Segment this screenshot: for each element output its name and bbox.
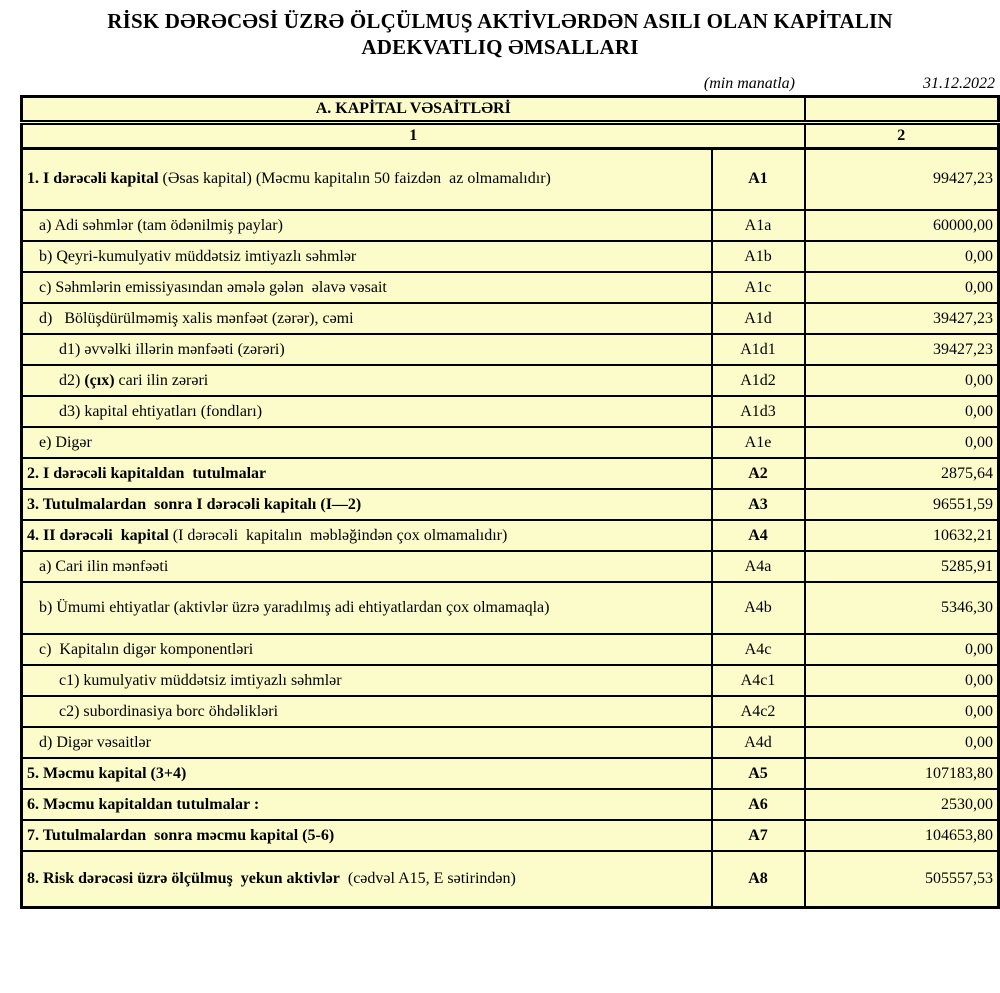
row-value: 107183,80 bbox=[805, 758, 999, 789]
row-label bbox=[22, 148, 712, 210]
row-label-rest-text: (Əsas kapital) (Məcmu kapitalın 50 faizdən az olmamalıdır) bbox=[158, 170, 551, 188]
row-code: A1d1 bbox=[712, 334, 805, 365]
table-row-A1c bbox=[22, 272, 999, 303]
table-row-A2 bbox=[22, 458, 999, 489]
row-label-bold-text: 5. Məcmu kapital (3+4) bbox=[27, 764, 187, 782]
row-value: 0,00 bbox=[805, 427, 999, 458]
section-header: A. KAPİTAL VƏSAİTLƏRİ bbox=[22, 96, 805, 122]
table-row-A4b bbox=[22, 582, 999, 634]
row-code: A3 bbox=[712, 489, 805, 520]
row-value: 0,00 bbox=[805, 365, 999, 396]
table-row-A1a bbox=[22, 210, 999, 241]
capital-table bbox=[20, 95, 1000, 909]
row-value: 96551,59 bbox=[805, 489, 999, 520]
table-row-A1b bbox=[22, 241, 999, 272]
table-row-A6 bbox=[22, 789, 999, 820]
row-value: 2530,00 bbox=[805, 789, 999, 820]
row-label-bold-text: 1. I dərəcəli kapital bbox=[27, 170, 159, 188]
row-label bbox=[22, 789, 712, 820]
row-label bbox=[22, 427, 712, 458]
meta-row bbox=[20, 75, 997, 93]
row-label-bold-text: 8. Risk dərəcəsi üzrə ölçülmuş yekun aktivlər bbox=[27, 869, 340, 887]
row-value: 60000,00 bbox=[805, 210, 999, 241]
row-label-text: d) Bölüşdürülməmiş xalis mənfəət (zərər), cəmi bbox=[39, 309, 354, 327]
table-row-A4d bbox=[22, 727, 999, 758]
row-value: 0,00 bbox=[805, 396, 999, 427]
page-title bbox=[0, 0, 1000, 61]
row-code: A1b bbox=[712, 241, 805, 272]
row-code: A4 bbox=[712, 520, 805, 551]
row-value: 39427,23 bbox=[805, 303, 999, 334]
row-value: 99427,23 bbox=[805, 148, 999, 210]
row-label-rest-text: (I dərəcəli kapitalın məbləğindən çox olmamalıdır) bbox=[168, 526, 508, 544]
column-header-1: 1 bbox=[22, 122, 805, 148]
row-label-text: a) Adi səhmlər (tam ödənilmiş paylar) bbox=[39, 216, 283, 234]
row-label bbox=[22, 241, 712, 272]
row-code: A4d bbox=[712, 727, 805, 758]
row-label-text: e) Digər bbox=[39, 433, 92, 451]
row-value: 39427,23 bbox=[805, 334, 999, 365]
row-label bbox=[22, 489, 712, 520]
report-date: 31.12.2022 bbox=[923, 74, 995, 92]
row-label-bold-text: 4. II dərəcəli kapital bbox=[27, 526, 169, 544]
table-row-A4c2 bbox=[22, 696, 999, 727]
row-label-text: c2) subordinasiya borc öhdəlikləri bbox=[59, 702, 279, 720]
row-label bbox=[22, 458, 712, 489]
row-code: A1e bbox=[712, 427, 805, 458]
row-code: A2 bbox=[712, 458, 805, 489]
row-code: A1d3 bbox=[712, 396, 805, 427]
row-code: A5 bbox=[712, 758, 805, 789]
row-code: A1 bbox=[712, 148, 805, 210]
row-label-bold-text: 7. Tutulmalardan sonra məcmu kapital (5-6) bbox=[27, 826, 335, 844]
section-header-row bbox=[22, 96, 999, 122]
row-label bbox=[22, 365, 712, 396]
row-code: A7 bbox=[712, 820, 805, 851]
row-code: A6 bbox=[712, 789, 805, 820]
row-value: 0,00 bbox=[805, 634, 999, 665]
table-row-A3 bbox=[22, 489, 999, 520]
row-label-text: d1) əvvəlki illərin mənfəəti (zərəri) bbox=[59, 340, 285, 358]
row-code: A4c bbox=[712, 634, 805, 665]
row-value: 0,00 bbox=[805, 272, 999, 303]
row-value: 0,00 bbox=[805, 665, 999, 696]
table-row-A4 bbox=[22, 520, 999, 551]
table-row-A1d2 bbox=[22, 365, 999, 396]
row-code: A4c1 bbox=[712, 665, 805, 696]
row-code: A4c2 bbox=[712, 696, 805, 727]
row-label bbox=[22, 820, 712, 851]
row-label-rest-text: cari ilin zərəri bbox=[114, 371, 209, 389]
row-label-text: c1) kumulyativ müddətsiz imtiyazlı səhmlər bbox=[59, 671, 342, 689]
row-label-bold-text: 2. I dərəcəli kapitaldan tutulmalar bbox=[27, 464, 267, 482]
row-label bbox=[22, 758, 712, 789]
row-code: A4a bbox=[712, 551, 805, 582]
row-label bbox=[22, 520, 712, 551]
row-code: A1c bbox=[712, 272, 805, 303]
unit-note: (min manatla) bbox=[703, 74, 795, 92]
table-row-A1d3 bbox=[22, 396, 999, 427]
table-row-A1d1 bbox=[22, 334, 999, 365]
page-title-line1: RİSK DƏRƏCƏSİ ÜZRƏ ÖLÇÜLMUŞ AKTİVLƏRDƏN ASILI OLAN KAPİTALIN bbox=[107, 9, 893, 33]
table-row-A4a bbox=[22, 551, 999, 582]
row-value: 5285,91 bbox=[805, 551, 999, 582]
row-code: A4b bbox=[712, 582, 805, 634]
row-label bbox=[22, 851, 712, 907]
row-label-rest-text: (cədvəl A15, E sətirindən) bbox=[339, 869, 516, 887]
row-value: 505557,53 bbox=[805, 851, 999, 907]
table-row-A4c1 bbox=[22, 665, 999, 696]
row-label bbox=[22, 582, 712, 634]
table-row-A7 bbox=[22, 820, 999, 851]
row-code: A1a bbox=[712, 210, 805, 241]
row-label-bold-text: 3. Tutulmalardan sonra I dərəcəli kapitalı (I—2) bbox=[27, 495, 362, 513]
row-value: 10632,21 bbox=[805, 520, 999, 551]
page-title-line2: ADEKVATLIQ ƏMSALLARI bbox=[361, 35, 639, 60]
section-header-empty-cell bbox=[805, 96, 999, 122]
row-label bbox=[22, 551, 712, 582]
table-row-A1e bbox=[22, 427, 999, 458]
row-label bbox=[22, 696, 712, 727]
table-row-A8 bbox=[22, 851, 999, 907]
row-label-text: d2) bbox=[59, 371, 85, 389]
row-label bbox=[22, 210, 712, 241]
row-label-text: a) Cari ilin mənfəəti bbox=[39, 557, 169, 575]
row-label-text: b) Qeyri-kumulyativ müddətsiz imtiyazlı səhmlər bbox=[39, 247, 357, 265]
row-value: 0,00 bbox=[805, 727, 999, 758]
row-label bbox=[22, 272, 712, 303]
row-label-text: c) Kapitalın digər komponentləri bbox=[39, 640, 254, 658]
row-label-bold-text: 6. Məcmu kapitaldan tutulmalar : bbox=[27, 795, 260, 813]
row-label bbox=[22, 396, 712, 427]
row-label-text: d3) kapital ehtiyatları (fondları) bbox=[59, 402, 263, 420]
row-code: A1d bbox=[712, 303, 805, 334]
row-label-bold-text: (çıx) bbox=[84, 371, 115, 389]
row-label-text: c) Səhmlərin emissiyasından əmələ gələn əlavə vəsait bbox=[39, 278, 387, 296]
row-code: A8 bbox=[712, 851, 805, 907]
table-row-A1d bbox=[22, 303, 999, 334]
table-row-A5 bbox=[22, 758, 999, 789]
row-label bbox=[22, 634, 712, 665]
row-value: 5346,30 bbox=[805, 582, 999, 634]
table-row-A4c bbox=[22, 634, 999, 665]
row-value: 0,00 bbox=[805, 241, 999, 272]
row-label-text: b) Ümumi ehtiyatlar (aktivlər üzrə yaradılmış adi ehtiyatlardan çox olmamaqla) bbox=[39, 599, 550, 616]
row-label bbox=[22, 665, 712, 696]
row-value: 0,00 bbox=[805, 696, 999, 727]
row-label-text: d) Digər vəsaitlər bbox=[39, 733, 151, 751]
column-header-2: 2 bbox=[805, 122, 999, 148]
table-row-A1 bbox=[22, 148, 999, 210]
column-header-row bbox=[22, 122, 999, 148]
row-code: A1d2 bbox=[712, 365, 805, 396]
row-value: 2875,64 bbox=[805, 458, 999, 489]
row-label bbox=[22, 303, 712, 334]
row-value: 104653,80 bbox=[805, 820, 999, 851]
row-label bbox=[22, 727, 712, 758]
row-label bbox=[22, 334, 712, 365]
